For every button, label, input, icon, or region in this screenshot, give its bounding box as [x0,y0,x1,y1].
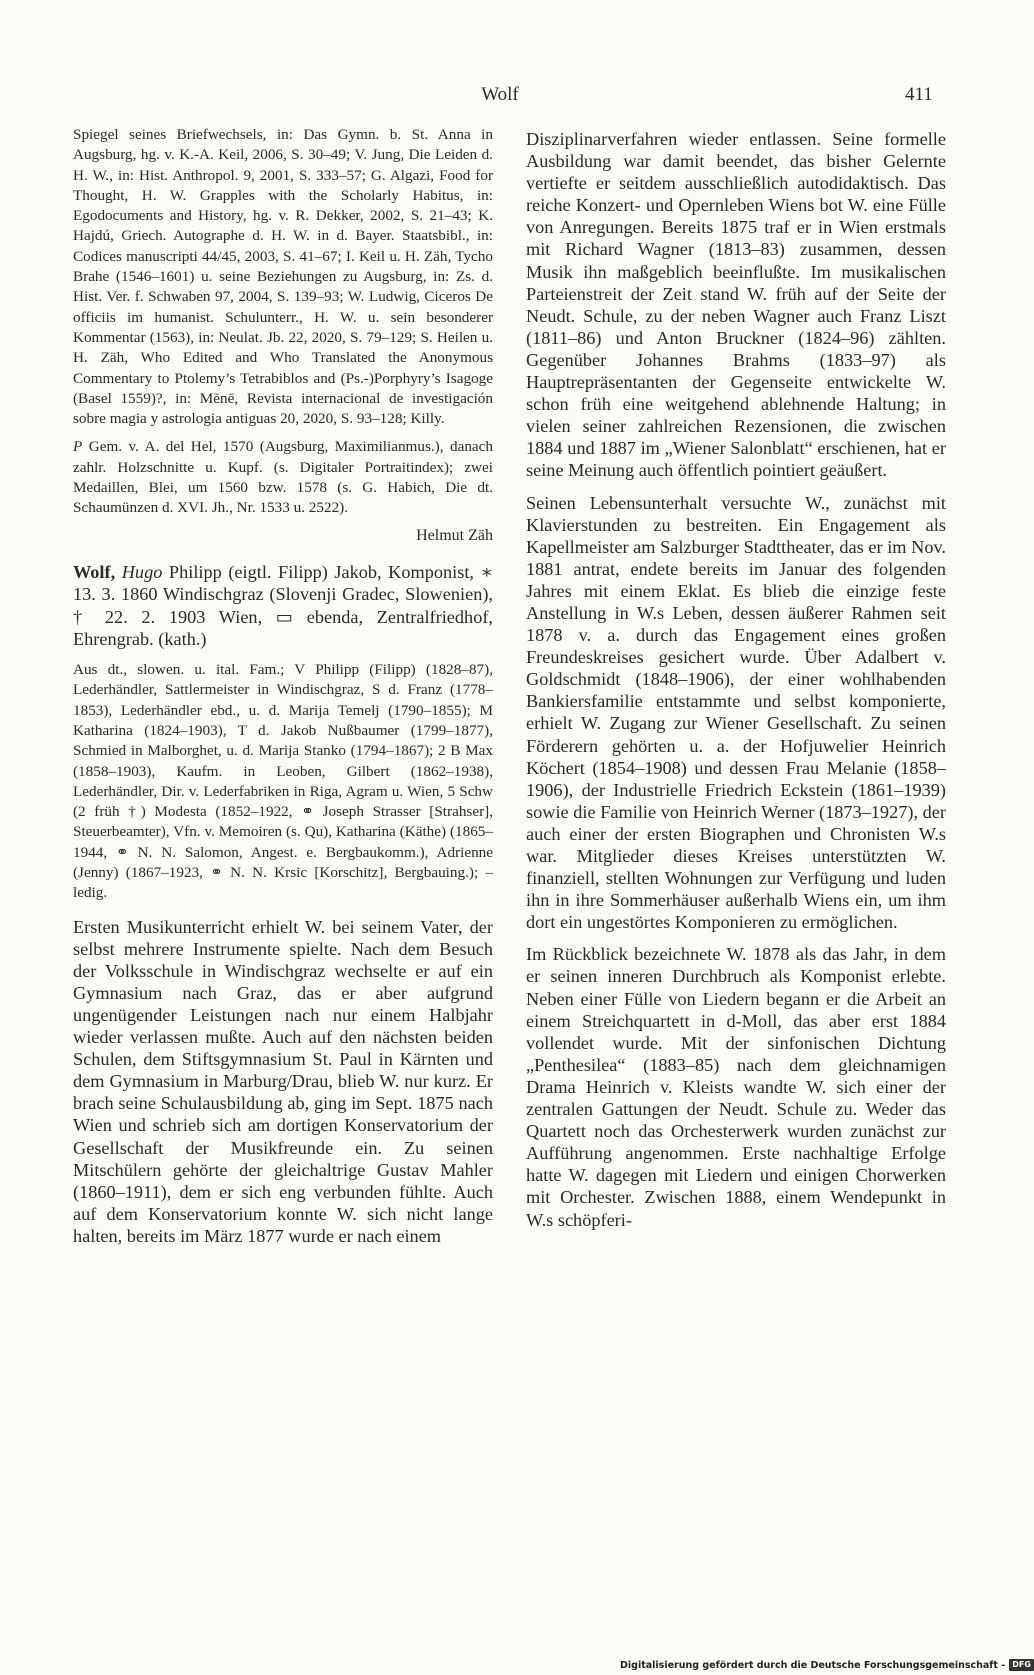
left-column [73,125,493,1247]
dfg-logo-icon: DFG [1009,1659,1034,1671]
bibliography-text: Spiegel seines Briefwechsels, in: Das Gymn. b. St. Anna in Augsburg, hg. v. K.-A. Keil, 2006, S. 30–49; V. Jung, Die Leiden d. H. W., in: Hist. Anthropol. 9, 2001, S. 333–57; G. Algazi, Food for Thought, H. W. Grapples with the Scholarly Habitus, in: Egodocuments and History, hg. v. R. Dekker, 2002, S. 21–43; K. Hajdú, Griech. Autographe d. H. W. in d. Bayer. Staatsbibl., in: Codices manuscripti 44/45, 2003, S. 41–67; I. Keil u. H. Zäh, Tycho Brahe (1546–1601) u. seine Beziehungen zu Augsburg, in: Zs. d. Hist. Ver. f. Schwaben 97, 2004, S. 139–93; W. Ludwig, Ciceros De officiis im humanist. Schulunterr., H. W. u. sein besonderer Kommentar (1563), in: Neulat. Jb. 22, 2020, S. 79–129; S. Heilen u. H. Zäh, Who Edited and Who Translated the Anonymous Commentary to Ptolemy’s Tetrabiblos and (Ps.-)Porphyry’s Isagoge (Basel 1559)?, in: Mēnē, Revista internacional de investigación sobre magia y astrologia antiguas 20, 2020, S. 93–128; Killy. [73,126,493,428]
footer-text: Digitalisierung gefördert durch die Deutsche Forschungsgemeinschaft - [620,1659,1006,1671]
right-column [526,128,946,1231]
portraits-marker: P [73,438,83,456]
body-paragraph-1: Disziplinarverfahren wieder entlassen. Seine formelle Ausbildung war damit beendet, das bisher Gelernte vertiefte er seitdem ausschließlich autodidaktisch. Das reiche Konzert- und Opernleben Wiens bot W. eine Fülle von Anregungen. Bereits 1875 traf er in Wien erstmals mit Richard Wagner (1813–83) zusammen, dessen Musik ihn maßgeblich beeinflußte. Im musikalischen Parteienstreit der Zeit stand W. früh auf der Seite der Neudt. Schule, zu der neben Wagner auch Franz Liszt (1811–86) und Anton Bruckner (1824–96) zählten. Gegenüber Johannes Brahms (1833–97) als Hauptrepräsentanten der Gegenseite entwickelte W. schon früh eine weitgehend ablehnende Haltung; in vielen seiner zahlreichen Rezensionen, die zwischen 1884 und 1887 im „Wiener Salonblatt“ erschienen, hat er seine Meinung auch öffentlich pointiert geäußert. [526,129,946,481]
body-paragraph-2: Seinen Lebensunterhalt versuchte W., zunächst mit Klavierstunden zu bestreiten. Ein Engagement als Kapellmeister am Salzburger Stadttheater, das er im Nov. 1881 antrat, endete bereits im Januar des folgenden Jahres mit einem Eklat. Es blieb die einzige feste Anstellung in W.s Leben, dessen äußerer Rahmen seit 1878 v. a. durch das Engagement eines großen Freundeskreises gesichert wurde. Über Adalbert v. Goldschmidt (1848–1906), der einer wohlhabenden Bankiersfamilie entstammte und selbst komponierte, erhielt W. Zugang zur Wiener Gesellschaft. Zu seinen Förderern gehörten u. a. der Hofjuwelier Heinrich Köchert (1854–1908) und dessen Frau Melanie (1858–1906), der Industrielle Friedrich Eckstein (1861–1939) sowie die Familie von Heinrich Werner (1873–1927), der auch einer der ersten Biographen und Chronisten W.s war. Mitglieder dieses Kreises unterstützten W. finanziell, stellten Wohnungen zur Verfügung und luden ihn in ihre Sommerhäuser außerhalb Wiens ein, um ihm dort ein ungestörtes Komponieren zu ermöglichen. [526,492,946,933]
entry-given-name: Hugo [115,561,163,582]
body-paragraph-3: Im Rückblick bezeichnete W. 1878 als das Jahr, in dem er seinen inneren Durchbruch als Komponist erlebte. Neben einer Fülle von Liedern begann er die Arbeit an einem Streichquartett in d-Moll, das aber erst 1884 vollendet wurde. Mit der sinfonischen Dichtung „Penthesilea“ (1883–85) nach dem gleichnamigen Drama Heinrich v. Kleists wandte W. sich einer der zentralen Gattungen der Neudt. Schule zu. Weder das Quartett noch das Orchesterwerk wurden zunächst zur Aufführung angenommen. Erste nachhaltige Erfolge hatte W. dagegen mit Liedern und einigen Chorwerken mit Orchester. Zwischen 1888, einem Wendepunkt in W.s schöpferi- [526,944,946,1230]
portraits-text [73,437,493,518]
page-number: 411 [905,84,933,105]
entry-name: Wolf, [73,561,116,582]
entry-heading [73,561,493,651]
genealogy-text: Aus dt., slowen. u. ital. Fam.; V Philipp (Filipp) (1828–87), Lederhändler, Sattlermeister in Windischgraz, S d. Franz (1778–1853), Lederhändler ebd., u. d. Marija Temelj (1790–1855); M Katharina (1824–1903), T d. Jakob Nußbaumer (1799–1877), Schmied in Malborghet, u. d. Marija Stanko (1794–1867); 2 B Max (1858–1903), Kaufm. in Leoben, Gilbert (1862–1938), Lederhändler, Dir. v. Lederfabriken in Riga, Agram u. Wien, 5 Schw (2 früh †) Modesta (1852–1922, ⚭ Joseph Strasser [Strahser], Steuerbeamter), Vfn. v. Memoiren (s. Qu), Katharina (Käthe) (1865–1944, ⚭ N. N. Salomon, Angest. e. Bergbaukomm.), Adrienne (Jenny) (1867–1923, ⚭ N. N. Krsic [Korschitz], Bergbauing.); – ledig. [73,661,493,902]
entry-heading-rest: Philipp (eigtl. Filipp) Jakob, Komponist, ∗ 13. 3. 1860 Windischgraz (Slovenji Gradec, Slowenien), † 22. 2. 1903 Wien, ▭ ebenda, Zentralfriedhof, Ehrengrab. (kath.) [73,561,493,650]
page-header-title: Wolf [481,84,519,105]
body-text: Ersten Musikunterricht erhielt W. bei seinem Vater, der selbst mehrere Instrumente spielte. Nach dem Besuch der Volksschule in Windischgraz wechselte er auf ein Gymnasium nach Graz, das er aber aufgrund ungenügender Leistungen nach nur einem Halbjahr wieder verlassen mußte. Auch auf den nächsten beiden Schulen, dem Stiftsgymnasium St. Paul in Kärnten und dem Gymnasium in Marburg/Drau, blieb W. nur kurz. Er brach seine Schulausbildung ab, ging im Sept. 1875 nach Wien und schrieb sich am dortigen Konservatorium der Gesellschaft der Musikfreunde ein. Zu seinen Mitschülern gehörte der gleichaltrige Gustav Mahler (1860–1911), dem er sich eng verbunden fühlte. Auch auf dem Konservatorium konnte W. sich nicht lange halten, bereits im März 1877 wurde er nach einem [73,916,493,1246]
article-author: Helmut Zäh [416,526,493,544]
portraits-body: Gem. v. A. del Hel, 1570 (Augsburg, Maximilianmus.), danach zahlr. Holzschnitte u. Kupf. (s. Digitaler Portraitindex); zwei Medaillen, Blei, um 1560 bzw. 1578 (s. G. Habich, Die dt. Schaumünzen d. XVI. Jh., Nr. 1533 u. 2522). [73,438,493,517]
footer-credit [620,1658,1031,1672]
